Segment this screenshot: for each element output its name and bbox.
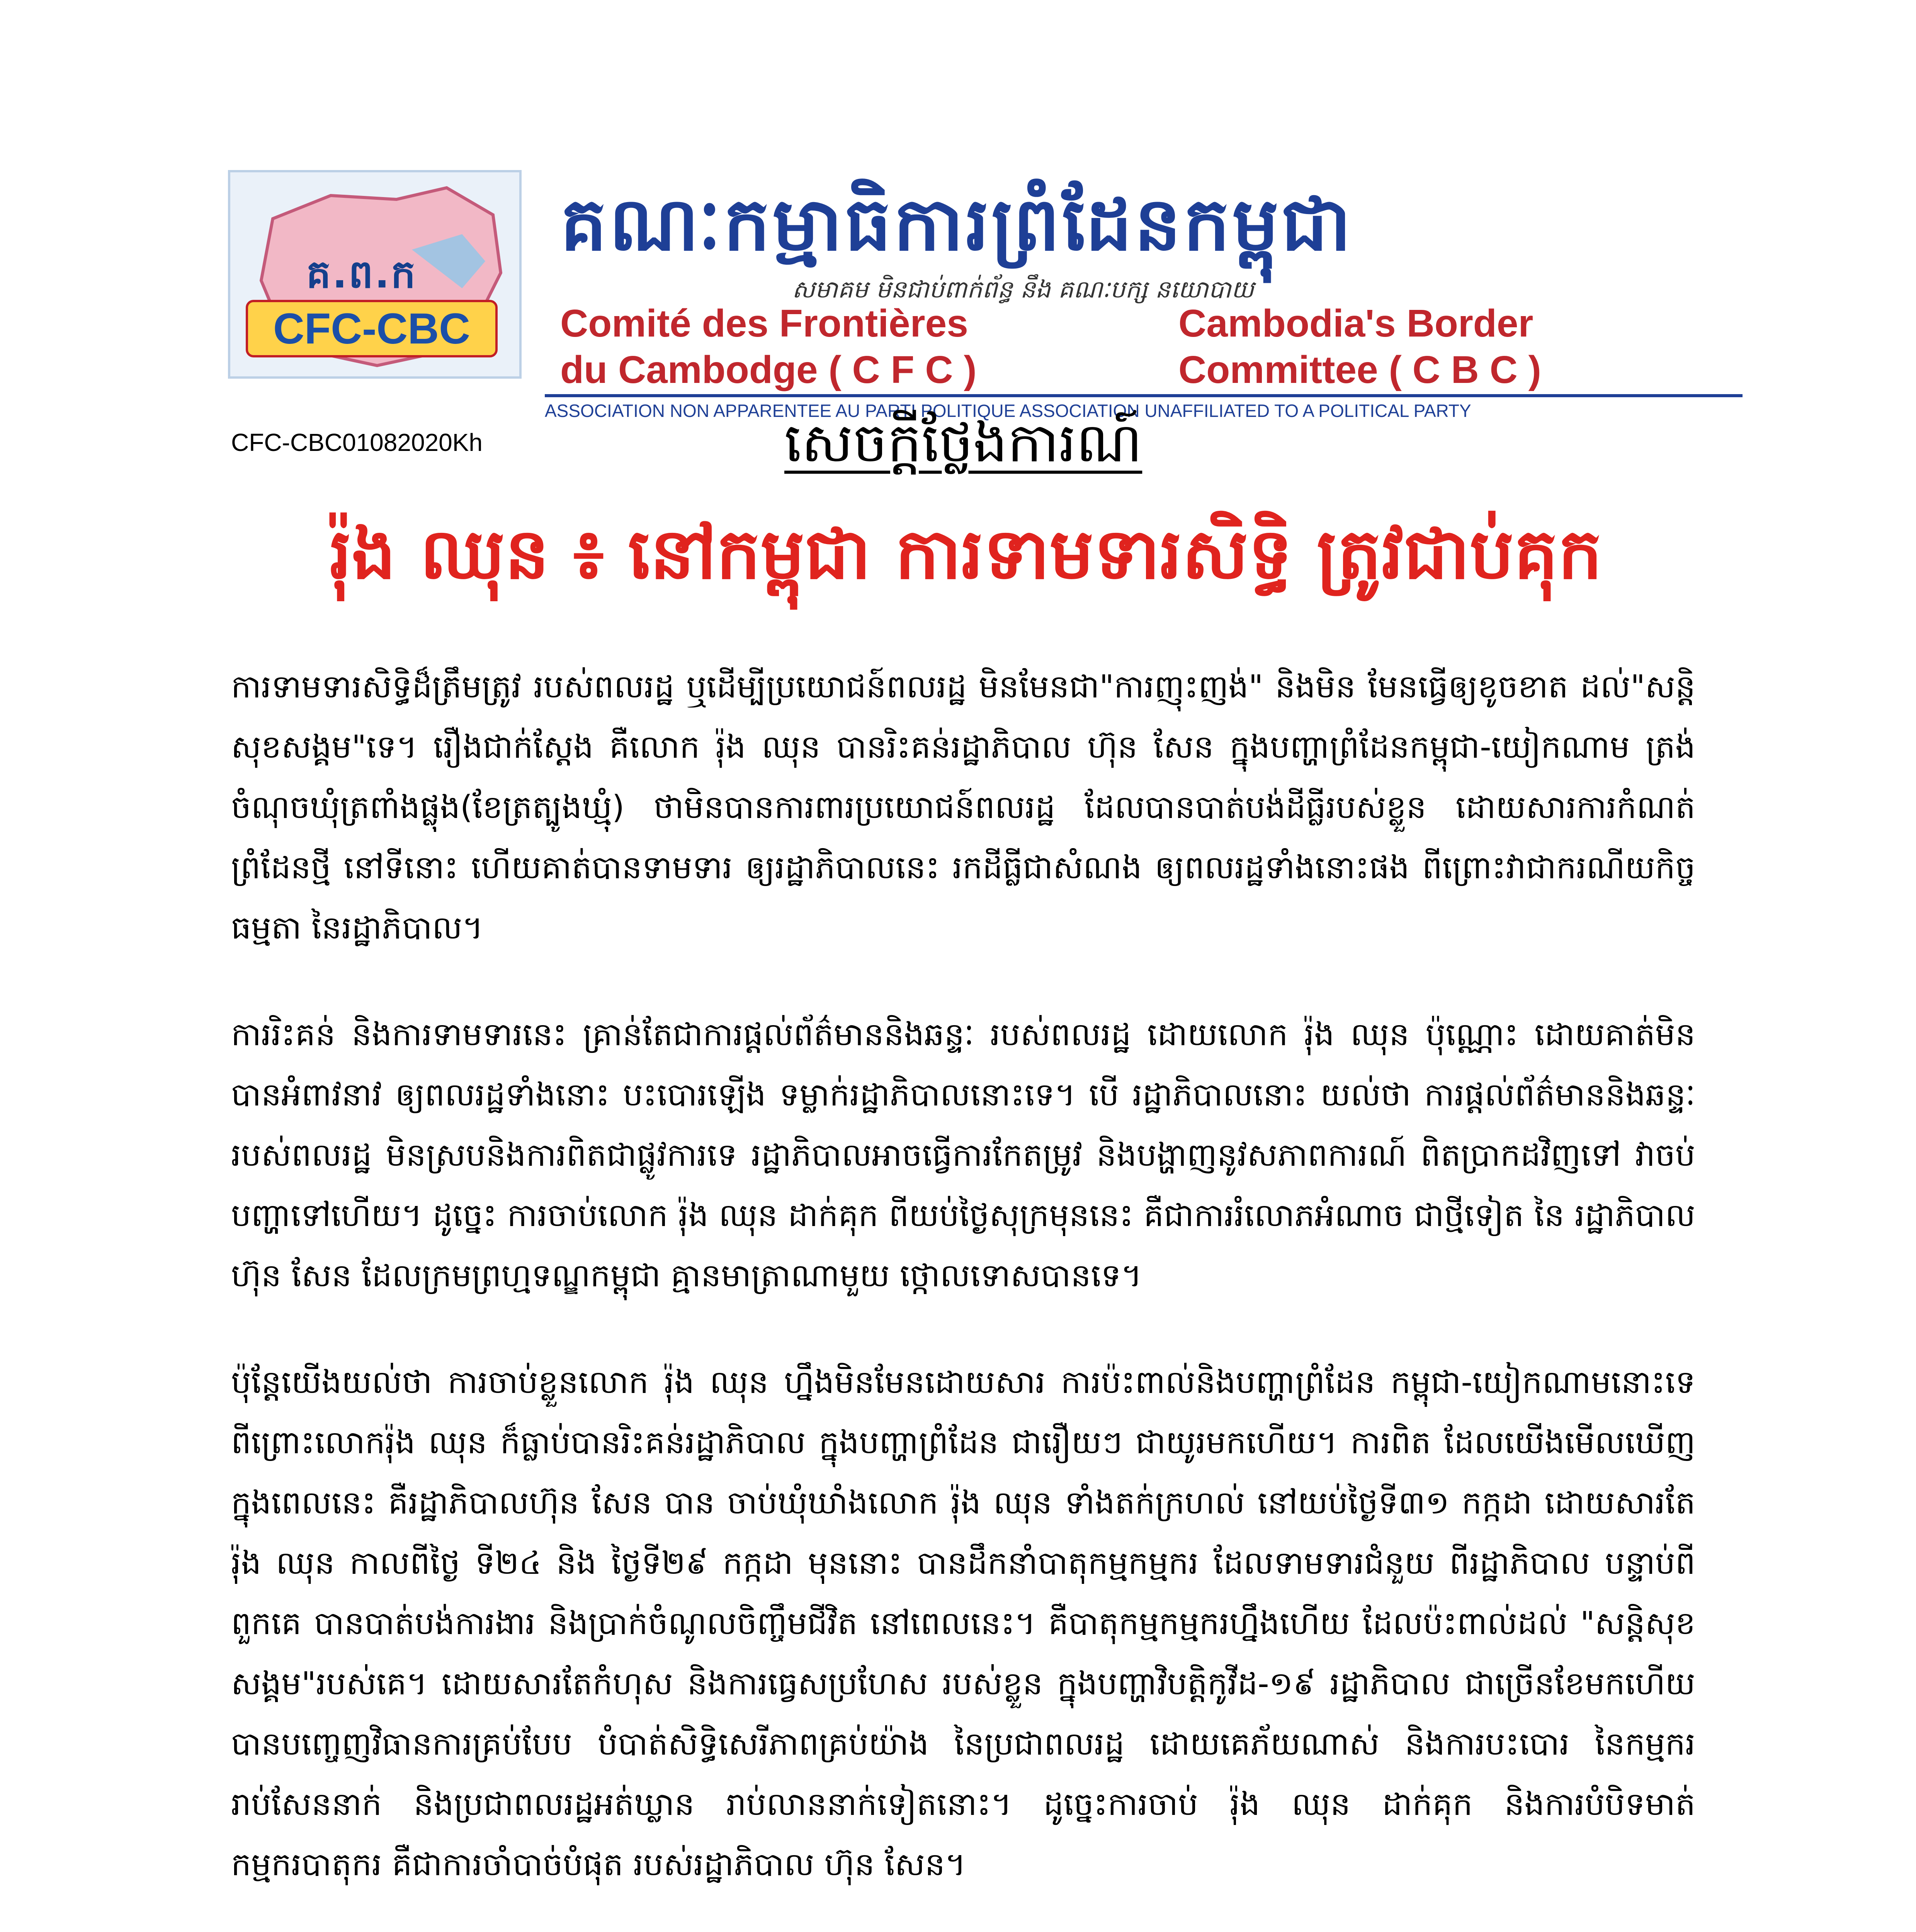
logo-acronym: គ.ព.ក [306, 252, 417, 297]
document-reference: CFC-CBC01082020Kh [231, 429, 483, 456]
organization-logo [228, 170, 522, 379]
organization-subtitle-khmer: សមាគម មិនជាប់ពាក់ព័ន្ធ នឹង គណៈបក្ស នយោបាយ [792, 275, 1254, 303]
affiliation-statement: ASSOCIATION NON APPARENTEE AU PARTI POLITIQUE ASSOCIATION UNAFFILIATED TO A POLITICAL PARTY [545, 394, 1743, 421]
organization-name-khmer: គណៈកម្មាធិការព្រំដែនកម្ពុជា [560, 181, 1353, 267]
document-type-title: សេចក្ដីថ្លែងការណ៍ [784, 412, 1142, 474]
letterhead [228, 170, 1696, 421]
logo-brand: CFC-CBC [246, 300, 498, 357]
organization-name-english-line1: Cambodia's Border [1178, 302, 1533, 345]
statement-body [231, 657, 1695, 1932]
body-paragraph: ប៉ុន្តែយើងយល់ថា ការចាប់ខ្លួនលោក រ៉ុង ឈុន ហ្នឹងមិនមែនដោយសារ ការប៉ះពាល់និងបញ្ហាព្រំដែន កម្ពុជា-យៀកណាមនោះទេ ពីព្រោះលោករ៉ុង ឈុន ក៏ធ្លាប់បានរិះគន់រដ្ឋាភិបាល ក្នុងបញ្ហាព្រំដែន ជារឿយៗ ជាយូរមកហើយ។ ការពិត ដែលយើងមើលឃើញ ក្នុងពេលនេះ គឺរដ្ឋាភិបាលហ៊ុន សែន បាន ចាប់ឃុំឃាំងលោក រ៉ុង ឈុន ទាំងតក់ក្រហល់ នៅយប់ថ្ងៃទី៣១ កក្កដា ដោយសារតែ រ៉ុង ឈុន កាលពីថ្ងៃ ទី២៤ និង ថ្ងៃទី២៩ កក្កដា មុននោះ បានដឹកនាំបាតុកម្មកម្មករ ដែលទាមទារជំនួយ ពីរដ្ឋាភិបាល បន្ទាប់ពីពួកគេ បានបាត់បង់ការងារ និងប្រាក់ចំណូលចិញ្ចឹមជីវិត នៅពេលនេះ។ គឺបាតុកម្មកម្មករហ្នឹងហើយ ដែលប៉ះពាល់ដល់ "សន្តិសុខសង្គម"របស់គេ។ ដោយសារតែកំហុស និងការធ្វេសប្រហែស របស់ខ្លួន ក្នុងបញ្ហាវិបត្តិកូវីដ-១៩ រដ្ឋាភិបាល ជាច្រើនខែមកហើយ បានបញ្ចេញវិធានការគ្រប់បែប បំបាត់សិទ្ធិសេរីភាពគ្រប់យ៉ាង នៃប្រជាពលរដ្ឋ ដោយគេភ័យណាស់ និងការបះបោរ នៃកម្មកររាប់សែននាក់ និងប្រជាពលរដ្ឋអត់ឃ្លាន រាប់លាននាក់ទៀតនោះ។ ដូច្នេះការចាប់ រ៉ុង ឈុន ដាក់គុក និងការបំបិទមាត់ កម្មករបាតុករ គឺជាការចាំបាច់បំផុត របស់រដ្ឋាភិបាល ហ៊ុន សែន។ [231, 1364, 1695, 1883]
organization-name-french-line1: Comité des Frontières [560, 302, 968, 345]
body-paragraph: ការទាមទារសិទ្ធិដ៏ត្រឹមត្រូវ របស់ពលរដ្ឋ ឬដើម្បីប្រយោជន៍ពលរដ្ឋ មិនមែនជា"ការញុះញង់" និងមិន មែនធ្វើឲ្យខូចខាត ដល់"សន្តិសុខសង្គម"ទេ។ រឿងជាក់ស្ដែង គឺលោក រ៉ុង ឈុន បានរិះគន់រដ្ឋាភិបាល ហ៊ុន សែន ក្នុងបញ្ហាព្រំដែនកម្ពុជា-យៀកណាម ត្រង់ចំណុចឃុំត្រពាំងផ្លុង(ខែត្រត្បូងឃ្មុំ) ថាមិនបានការពារប្រយោជន៍ពលរដ្ឋ ដែលបានបាត់បង់ដីធ្លីរបស់ខ្លួន ដោយសារការកំណត់ព្រំដែនថ្មី នៅទីនោះ ហើយគាត់បានទាមទារ ឲ្យរដ្ឋាភិបាលនេះ រកដីធ្លីជាសំណង ឲ្យពលរដ្ឋទាំងនោះផង ពីព្រោះវាជាករណីយកិច្ចធម្មតា នៃរដ្ឋាភិបាល។ [231, 668, 1695, 946]
organization-name-english-line2: Committee ( C B C ) [1178, 348, 1541, 391]
headline: រ៉ុង ឈុន ៖ នៅកម្ពុជា ការទាមទារសិទ្ធិ ត្រូវជាប់គុក [330, 514, 1602, 595]
organization-name-french-line2: du Cambodge ( C F C ) [560, 348, 977, 391]
body-paragraph: ការរិះគន់ និងការទាមទារនេះ គ្រាន់តែជាការផ្ដល់ព័ត៌មាននិងឆន្ទៈ របស់ពលរដ្ឋ ដោយលោក រ៉ុង ឈុន ប៉ុណ្ណោះ ដោយគាត់មិនបានអំពាវនាវ ឲ្យពលរដ្ឋទាំងនោះ បះបោរឡើង ទម្លាក់រដ្ឋាភិបាលនោះទេ។ បើ រដ្ឋាភិបាលនោះ យល់ថា ការផ្ដល់ព័ត៌មាននិងឆន្ទៈ របស់ពលរដ្ឋ មិនស្របនិងការពិតជាផ្លូវការទេ រដ្ឋាភិបាលអាចធ្វើការកែតម្រូវ និងបង្ហាញនូវសភាពការណ៍ ពិតប្រាកដវិញទៅ វាចប់បញ្ហាទៅហើយ។ ដូច្នេះ ការចាប់លោក រ៉ុង ឈុន ដាក់គុក ពីយប់ថ្ងៃសុក្រមុននេះ គឺជាការរំលោភអំណាច ជាថ្មីទៀត នៃ រដ្ឋាភិបាលហ៊ុន សែន ដែលក្រមព្រហ្មទណ្ឌកម្ពុជា គ្មានមាត្រាណាមួយ ថ្កោលទោសបានទេ។ [231, 1016, 1695, 1294]
